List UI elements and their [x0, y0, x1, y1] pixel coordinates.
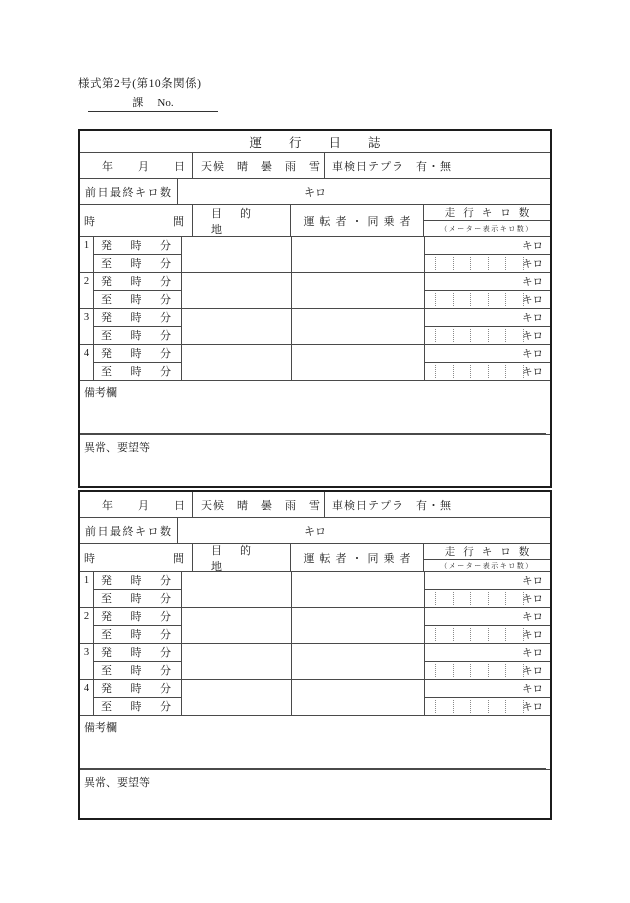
arrival-time-cell[interactable] [94, 698, 181, 715]
hour-label: 時 [130, 276, 142, 289]
departure-time-cell[interactable] [94, 572, 181, 590]
arrival-label: 至 [101, 701, 112, 714]
row-number: 2 [80, 608, 94, 643]
destination-input-cell[interactable] [182, 309, 292, 344]
hour-label: 時 [130, 312, 142, 325]
trip-row [80, 345, 550, 381]
departure-time-cell[interactable] [94, 309, 181, 327]
date-cell[interactable] [80, 492, 193, 517]
issues-section[interactable] [80, 770, 550, 818]
inspection-cell[interactable] [325, 492, 550, 517]
minute-label: 分 [160, 294, 171, 307]
km-meter-cell[interactable] [425, 255, 550, 272]
hour-label: 時 [130, 330, 142, 343]
km-meter-cell[interactable] [425, 662, 550, 679]
km-unit-label: キロ [522, 366, 543, 378]
arrival-time-cell[interactable] [94, 662, 181, 679]
hour-label: 時 [130, 258, 142, 271]
digit-dividers [425, 590, 540, 607]
departure-label: 発 [101, 348, 112, 361]
time-cell [94, 273, 182, 308]
time-header-right: 間 [173, 215, 184, 228]
minute-label: 分 [160, 665, 171, 678]
km-start-cell[interactable] [425, 237, 550, 255]
km-meter-cell[interactable] [425, 291, 550, 308]
trip-row [80, 608, 550, 644]
row-number: 1 [80, 572, 94, 607]
arrival-label: 至 [101, 330, 112, 343]
hour-label: 時 [130, 593, 142, 606]
departure-time-cell[interactable] [94, 644, 181, 662]
row-number: 4 [80, 680, 94, 715]
minute-label: 分 [160, 629, 171, 642]
km-unit-label: キロ [522, 312, 543, 324]
driver-input-cell[interactable] [292, 644, 425, 679]
minute-label: 分 [160, 701, 171, 714]
remarks-section[interactable] [80, 716, 550, 770]
minute-label: 分 [160, 593, 171, 606]
date-row [80, 492, 550, 518]
departure-time-cell[interactable] [94, 680, 181, 698]
issues-label: 異常、要望等 [84, 442, 150, 454]
departure-label: 発 [101, 611, 112, 624]
time-cell [94, 309, 182, 344]
hour-label: 時 [130, 647, 142, 660]
previous-km-label: 前日最終キロ数 [80, 518, 178, 543]
previous-km-input-cell[interactable] [178, 179, 550, 204]
previous-km-row [80, 518, 550, 544]
destination-input-cell[interactable] [182, 273, 292, 308]
km-cell [425, 273, 550, 308]
km-subheader-label: （メーター表示キロ数） [440, 224, 534, 233]
km-unit-label: キロ [522, 611, 543, 623]
driver-input-cell[interactable] [292, 309, 425, 344]
arrival-label: 至 [101, 629, 112, 642]
previous-km-row [80, 179, 550, 205]
hour-label: 時 [130, 294, 142, 307]
km-meter-cell[interactable] [425, 363, 550, 380]
departure-time-cell[interactable] [94, 608, 181, 626]
arrival-time-cell[interactable] [94, 255, 181, 272]
km-subheader-label: （メーター表示キロ数） [440, 561, 534, 570]
driver-input-cell[interactable] [292, 680, 425, 715]
km-cell [425, 309, 550, 344]
remarks-label: 備考欄 [84, 722, 117, 734]
time-cell [94, 644, 182, 679]
km-unit-label: キロ [522, 258, 543, 270]
digit-dividers [425, 698, 540, 715]
km-start-cell[interactable] [425, 680, 550, 698]
km-start-cell[interactable] [425, 572, 550, 590]
row-number: 3 [80, 644, 94, 679]
driver-input-cell[interactable] [292, 237, 425, 272]
time-header-left: 時 [84, 552, 95, 565]
hour-label: 時 [130, 348, 142, 361]
driver-col-header: 運転者・同乗者 [291, 544, 424, 571]
km-unit-label: キロ [522, 294, 543, 306]
km-cell [425, 572, 550, 607]
weather-label: 天候 晴 曇 雨 雪 [201, 160, 321, 173]
destination-input-cell[interactable] [182, 608, 292, 643]
minute-label: 分 [160, 330, 171, 343]
form-number-text: 様式第2号(第10条関係) [78, 78, 202, 90]
digit-dividers [425, 626, 540, 643]
minute-label: 分 [160, 611, 171, 624]
date-row [80, 153, 550, 179]
km-meter-cell[interactable] [425, 590, 550, 607]
destination-input-cell[interactable] [182, 345, 292, 380]
time-col-header [80, 544, 193, 571]
arrival-label: 至 [101, 366, 112, 379]
trip-row [80, 273, 550, 309]
previous-km-label: 前日最終キロ数 [80, 179, 178, 204]
log-sheet-1 [78, 129, 552, 488]
minute-label: 分 [160, 647, 171, 660]
km-meter-cell[interactable] [425, 698, 550, 715]
km-header-label: 走行キロ数 [424, 544, 550, 560]
weather-cell[interactable] [193, 492, 325, 517]
driver-input-cell[interactable] [292, 608, 425, 643]
departure-label: 発 [101, 312, 112, 325]
hour-label: 時 [130, 701, 142, 714]
km-cell [425, 345, 550, 380]
km-unit-label: キロ [522, 330, 543, 342]
arrival-label: 至 [101, 593, 112, 606]
minute-label: 分 [160, 312, 171, 325]
trip-rows [80, 237, 550, 381]
km-cell [425, 237, 550, 272]
hour-label: 時 [130, 665, 142, 678]
km-unit-label: キロ [522, 348, 543, 360]
destination-input-cell[interactable] [182, 572, 292, 607]
arrival-time-cell[interactable] [94, 291, 181, 308]
title-row [80, 131, 550, 153]
trip-row [80, 309, 550, 345]
arrival-label: 至 [101, 665, 112, 678]
digit-dividers [425, 291, 540, 308]
time-cell [94, 345, 182, 380]
km-unit-label: キロ [304, 525, 326, 538]
trip-rows [80, 572, 550, 716]
km-header-label: 走行キロ数 [424, 205, 550, 221]
issues-label: 異常、要望等 [84, 777, 150, 789]
hour-label: 時 [130, 240, 142, 253]
departure-label: 発 [101, 240, 112, 253]
minute-label: 分 [160, 575, 171, 588]
destination-input-cell[interactable] [182, 237, 292, 272]
km-unit-label: キロ [304, 186, 326, 199]
date-label: 年 月 日 [102, 160, 192, 173]
weather-cell[interactable] [193, 153, 325, 178]
departure-time-cell[interactable] [94, 237, 181, 255]
row-number: 4 [80, 345, 94, 380]
km-unit-label: キロ [522, 665, 543, 677]
trip-row [80, 237, 550, 273]
row-number: 3 [80, 309, 94, 344]
weather-label: 天候 晴 曇 雨 雪 [201, 499, 321, 512]
remarks-label: 備考欄 [84, 387, 117, 399]
date-label: 年 月 日 [102, 499, 192, 512]
minute-label: 分 [160, 240, 171, 253]
previous-km-input-cell[interactable] [178, 518, 550, 543]
arrival-time-cell[interactable] [94, 590, 181, 607]
trip-row [80, 572, 550, 608]
digit-dividers [425, 363, 540, 380]
row-number: 2 [80, 273, 94, 308]
km-col-header [424, 205, 550, 236]
hour-label: 時 [130, 683, 142, 696]
destination-col-header: 目的地 [193, 205, 291, 236]
digit-dividers [425, 327, 540, 344]
time-cell [94, 572, 182, 607]
hour-label: 時 [130, 611, 142, 624]
page-title: 運行日誌 [249, 135, 408, 150]
departure-label: 発 [101, 276, 112, 289]
km-cell [425, 608, 550, 643]
departure-label: 発 [101, 683, 112, 696]
km-cell [425, 680, 550, 715]
km-unit-label: キロ [522, 575, 543, 587]
arrival-time-cell[interactable] [94, 327, 181, 344]
date-cell[interactable] [80, 153, 193, 178]
inspection-label: 車検日テプラ 有・無 [332, 499, 452, 512]
remarks-section[interactable] [80, 381, 550, 435]
km-unit-label: キロ [522, 276, 543, 288]
arrival-label: 至 [101, 294, 112, 307]
dept-label: 課 [132, 97, 144, 109]
km-meter-cell[interactable] [425, 626, 550, 643]
driver-input-cell[interactable] [292, 345, 425, 380]
minute-label: 分 [160, 276, 171, 289]
km-start-cell[interactable] [425, 608, 550, 626]
time-cell [94, 680, 182, 715]
km-start-cell[interactable] [425, 644, 550, 662]
departure-time-cell[interactable] [94, 273, 181, 291]
departure-time-cell[interactable] [94, 345, 181, 363]
table-header-row [80, 205, 550, 237]
driver-input-cell[interactable] [292, 273, 425, 308]
time-header-left: 時 [84, 215, 95, 228]
time-cell [94, 608, 182, 643]
digit-dividers [425, 662, 540, 679]
hour-label: 時 [130, 575, 142, 588]
departure-label: 発 [101, 575, 112, 588]
driver-input-cell[interactable] [292, 572, 425, 607]
km-unit-label: キロ [522, 683, 543, 695]
row-number: 1 [80, 237, 94, 272]
destination-input-cell[interactable] [182, 644, 292, 679]
km-col-header [424, 544, 550, 571]
time-col-header [80, 205, 193, 236]
no-label: No. [157, 97, 174, 109]
table-header-row [80, 544, 550, 572]
minute-label: 分 [160, 683, 171, 696]
arrival-time-cell[interactable] [94, 626, 181, 643]
km-meter-cell[interactable] [425, 327, 550, 344]
minute-label: 分 [160, 348, 171, 361]
time-cell [94, 237, 182, 272]
destination-input-cell[interactable] [182, 680, 292, 715]
time-header-right: 間 [173, 552, 184, 565]
km-start-cell[interactable] [425, 345, 550, 363]
arrival-label: 至 [101, 258, 112, 271]
driver-col-header: 運転者・同乗者 [291, 205, 424, 236]
inspection-cell[interactable] [325, 153, 550, 178]
arrival-time-cell[interactable] [94, 363, 181, 380]
hour-label: 時 [130, 629, 142, 642]
km-unit-label: キロ [522, 629, 543, 641]
issues-section[interactable] [80, 435, 550, 486]
km-unit-label: キロ [522, 701, 543, 713]
km-unit-label: キロ [522, 647, 543, 659]
km-start-cell[interactable] [425, 309, 550, 327]
minute-label: 分 [160, 258, 171, 271]
dept-no-line[interactable] [88, 94, 218, 112]
log-sheet-2 [78, 490, 552, 820]
departure-label: 発 [101, 647, 112, 660]
km-cell [425, 644, 550, 679]
minute-label: 分 [160, 366, 171, 379]
digit-dividers [425, 255, 540, 272]
trip-row [80, 644, 550, 680]
inspection-label: 車検日テプラ 有・無 [332, 160, 452, 173]
destination-col-header: 目的地 [193, 544, 291, 571]
km-unit-label: キロ [522, 240, 543, 252]
trip-row [80, 680, 550, 716]
hour-label: 時 [130, 366, 142, 379]
km-unit-label: キロ [522, 593, 543, 605]
km-start-cell[interactable] [425, 273, 550, 291]
